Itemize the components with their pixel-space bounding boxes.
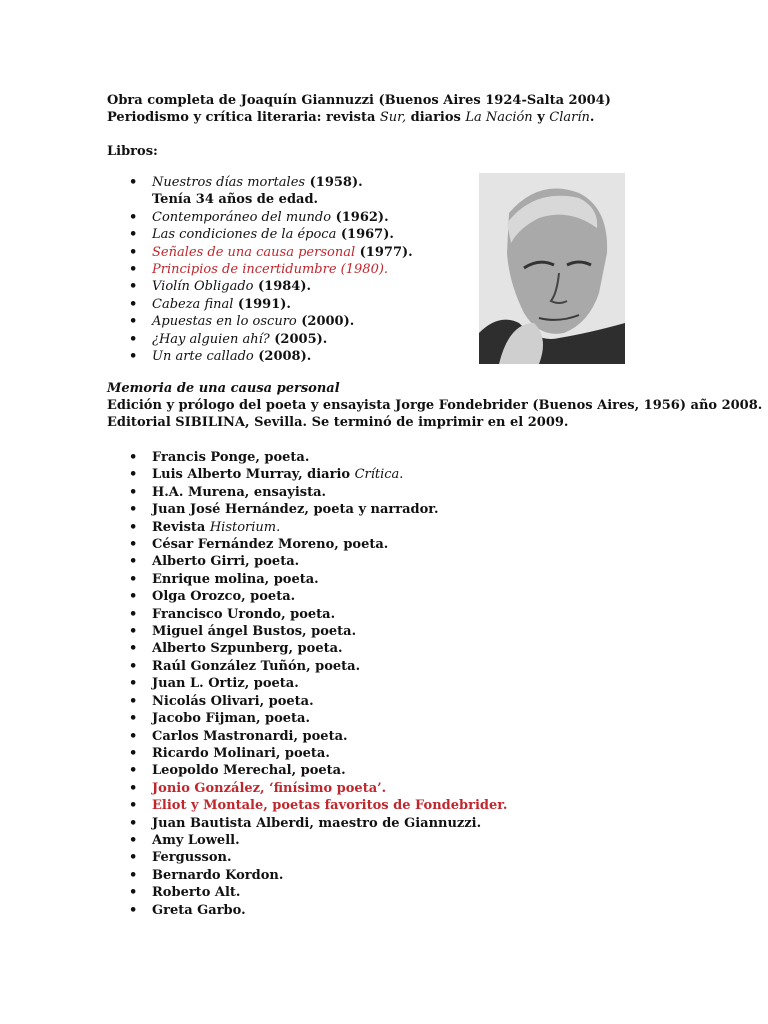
book-year: (1962). — [331, 209, 389, 225]
list-item — [107, 797, 507, 814]
list-item-text: César Fernández Moreno, poeta. — [152, 537, 389, 553]
document-title: Obra completa de Joaquín Giannuzzi (Buenos Aires 1924-Salta 2004) — [107, 93, 611, 108]
book-note — [107, 191, 413, 208]
list-item-text: Francisco Urondo, poeta. — [152, 606, 336, 622]
list-item-text: Miguel ángel Bustos, poeta. — [152, 624, 357, 640]
memoria-line-1: Edición y prólogo del poeta y ensayista Jorge Fondebrider (Buenos Aires, 1956) año 2008. — [107, 398, 763, 413]
book-item — [107, 313, 413, 330]
list-item-text: Alberto Girri, poeta. — [152, 554, 300, 570]
book-title: Nuestros días mortales — [152, 175, 306, 190]
list-item — [107, 762, 507, 779]
names-list — [107, 449, 507, 919]
book-year: (2005). — [269, 331, 328, 347]
book-title: Señales de una causa personal — [152, 244, 356, 260]
list-item — [107, 710, 507, 727]
book-item — [107, 261, 413, 278]
list-item-text: Ricardo Molinari, poeta. — [152, 745, 330, 761]
list-item-text: Greta Garbo. — [152, 902, 246, 918]
list-item — [107, 675, 507, 692]
book-item — [107, 244, 413, 261]
list-item — [107, 449, 507, 466]
list-item — [107, 780, 507, 797]
list-item — [107, 867, 507, 884]
list-item — [107, 588, 507, 605]
list-item — [107, 745, 507, 762]
subtitle-end: . — [589, 110, 595, 125]
book-item — [107, 278, 413, 295]
list-item-text: Carlos Mastronardi, poeta. — [152, 728, 348, 744]
list-item — [107, 606, 507, 623]
libros-label: Libros: — [107, 144, 158, 159]
list-item — [107, 519, 507, 536]
book-note-text: Tenía 34 años de edad. — [152, 192, 319, 208]
book-title: Apuestas en lo oscuro — [152, 314, 297, 330]
list-item — [107, 902, 507, 919]
list-item-text: Olga Orozco, poeta. — [152, 589, 296, 605]
list-item — [107, 553, 507, 570]
book-year: (1991). — [233, 296, 291, 312]
book-year: (1977). — [355, 244, 413, 260]
list-item — [107, 728, 507, 745]
list-item — [107, 658, 507, 675]
list-item-text: H.A. Murena, ensayista. — [152, 484, 327, 500]
list-item-text: Revista — [152, 519, 210, 535]
list-item-italic: Historium. — [209, 519, 281, 535]
list-item-text: Jonio González, ‘finísimo poeta’. — [152, 780, 387, 796]
list-item-text: Francis Ponge, poeta. — [152, 450, 310, 465]
book-title: Violín Obligado — [152, 279, 254, 295]
list-item-text: Juan José Hernández, poeta y narrador. — [152, 502, 439, 518]
list-item — [107, 623, 507, 640]
book-item — [107, 209, 413, 226]
book-title: Las condiciones de la época — [152, 227, 337, 243]
list-item-text: Bernardo Kordon. — [152, 867, 284, 883]
book-item — [107, 331, 413, 348]
book-item — [107, 226, 413, 243]
list-item-text: Eliot y Montale, poetas favoritos de Fondebrider. — [152, 798, 508, 814]
book-item — [107, 296, 413, 313]
book-year: (2000). — [296, 314, 355, 330]
list-item — [107, 484, 507, 501]
list-item — [107, 832, 507, 849]
list-item-text: Nicolás Olivari, poeta. — [152, 693, 314, 709]
list-item — [107, 536, 507, 553]
book-year: (1984). — [253, 279, 312, 295]
list-item — [107, 815, 507, 832]
list-item-text: Raúl González Tuñón, poeta. — [152, 658, 361, 674]
subtitle-clarin: Clarín — [549, 110, 590, 125]
list-item-text: Luis Alberto Murray, diario — [152, 467, 355, 483]
author-portrait-illustration — [479, 173, 625, 364]
list-item-text: Fergusson. — [152, 850, 232, 866]
subtitle-sur: Sur, — [379, 110, 407, 125]
document-subtitle — [107, 109, 594, 126]
list-item — [107, 571, 507, 588]
author-photo — [479, 173, 625, 364]
subtitle-y: y — [532, 110, 550, 125]
list-item-text: Jacobo Fijman, poeta. — [152, 711, 310, 727]
memoria-line-2: Editorial SIBILINA, Sevilla. Se terminó de imprimir en el 2009. — [107, 415, 569, 430]
list-item-text: Leopoldo Merechal, poeta. — [152, 763, 346, 779]
memoria-title: Memoria de una causa personal — [107, 381, 340, 396]
list-item — [107, 849, 507, 866]
book-year: (1980). — [336, 262, 389, 278]
book-list — [107, 174, 413, 365]
book-title: Cabeza final — [152, 296, 234, 312]
subtitle-nacion: La Nación — [465, 110, 533, 125]
subtitle-mid: diarios — [406, 110, 466, 125]
book-title: ¿Hay alguien ahí? — [152, 331, 270, 347]
book-item — [107, 348, 413, 365]
list-item-text: Amy Lowell. — [152, 832, 240, 848]
subtitle-prefix: Periodismo y crítica literaria: revista — [107, 110, 380, 125]
book-year: (2008). — [253, 349, 312, 365]
book-year: (1967). — [336, 227, 394, 243]
list-item-text: Roberto Alt. — [152, 885, 241, 901]
list-item-text: Alberto Szpunberg, poeta. — [152, 641, 343, 657]
list-item-text: Juan L. Ortiz, poeta. — [152, 676, 299, 692]
book-year: (1958). — [305, 175, 363, 190]
list-item-text: Juan Bautista Alberdi, maestro de Giannuzzi. — [152, 815, 482, 831]
book-title: Principios de incertidumbre — [152, 262, 337, 278]
book-item — [107, 174, 413, 191]
book-title: Contemporáneo del mundo — [152, 209, 332, 225]
book-title: Un arte callado — [152, 349, 254, 365]
list-item-text: Enrique molina, poeta. — [152, 571, 319, 587]
list-item — [107, 693, 507, 710]
list-item — [107, 640, 507, 657]
list-item — [107, 501, 507, 518]
list-item-italic: Crítica. — [354, 467, 404, 483]
list-item — [107, 884, 507, 901]
list-item — [107, 466, 507, 483]
